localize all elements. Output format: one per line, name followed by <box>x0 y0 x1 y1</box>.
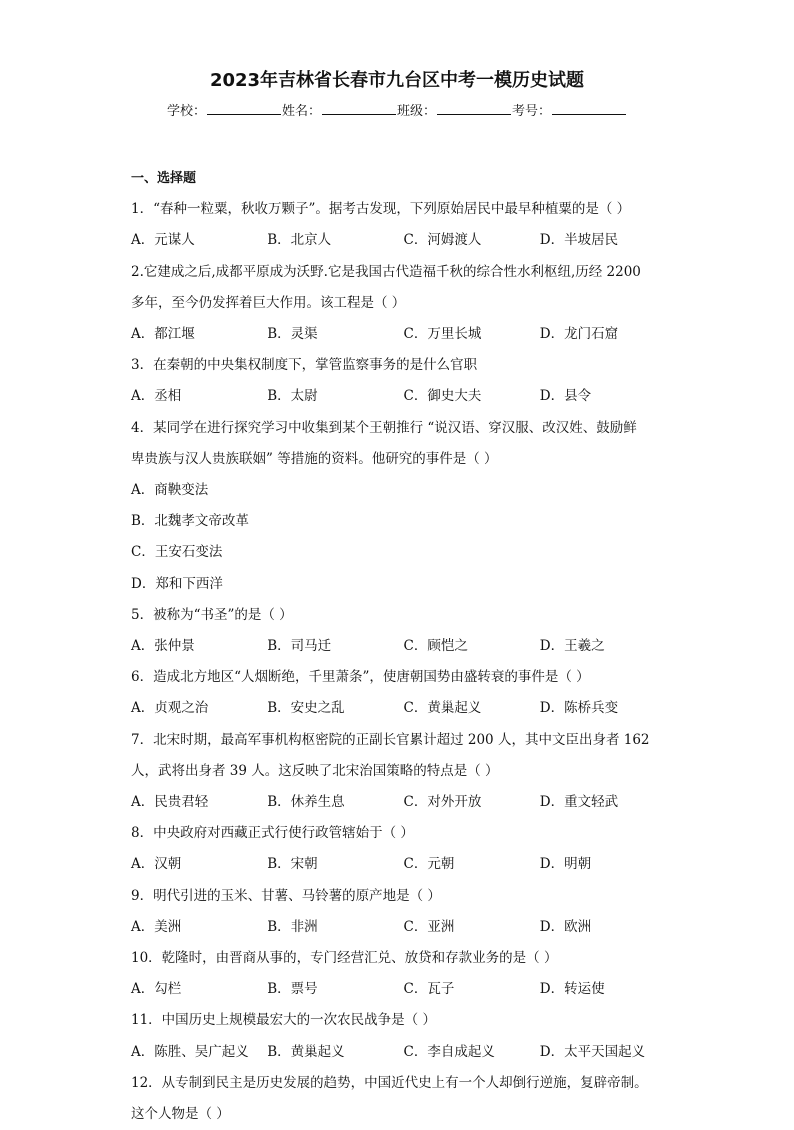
option: C．王安石变法 <box>131 544 223 561</box>
option: C．黄巢起义 <box>403 700 482 717</box>
option: B．黄巢起义 <box>267 1043 345 1060</box>
option: C．元朝 <box>403 856 455 873</box>
option: B．司马迁 <box>267 638 332 655</box>
option: B．安史之乱 <box>267 700 345 717</box>
question-stem: 6．造成北方地区“人烟断绝，千里萧条”，使唐朝国势由盛转衰的事件是（ ） <box>131 669 590 686</box>
option-row <box>131 912 676 943</box>
question-stem: 12．从专制到民主是历史发展的趋势，中国近代史上有一个人却倒行逆施，复辟帝制。 <box>131 1074 648 1091</box>
name-blank <box>322 100 396 115</box>
question-stem: 5．被称为“书圣”的是（ ） <box>131 606 293 623</box>
option: A．陈胜、吴广起义 <box>131 1043 249 1060</box>
section-heading: 一、选择题 <box>131 171 197 186</box>
option: C．瓦子 <box>403 981 455 998</box>
option: D．陈桥兵变 <box>539 700 619 717</box>
question-list <box>131 163 676 1130</box>
option: B．灵渠 <box>267 326 318 343</box>
option: B．非洲 <box>267 918 318 935</box>
option-row <box>131 849 676 880</box>
name-label: 姓名： <box>281 104 321 119</box>
question-stem: 多年，至今仍发挥着巨大作用。该工程是（ ） <box>131 294 406 311</box>
option: A．都江堰 <box>131 326 195 343</box>
option: C．顾恺之 <box>403 638 468 655</box>
option-row <box>131 974 676 1005</box>
class-label: 班级： <box>397 104 437 119</box>
option: B．北魏孝文帝改革 <box>131 513 249 530</box>
question-stem: 10．乾隆时，由晋商从事的，专门经营汇兑、放贷和存款业务的是（ ） <box>131 950 558 967</box>
option: A．张仲景 <box>131 638 195 655</box>
option: B．休养生息 <box>267 794 345 811</box>
question-stem: 7．北宋时期，最高军事机构枢密院的正副长官累计超过 200 人，其中文臣出身者 162 <box>131 731 650 748</box>
option-row <box>131 319 676 350</box>
option: A．美洲 <box>131 918 182 935</box>
option: A．汉朝 <box>131 856 182 873</box>
option: C．河姆渡人 <box>403 232 482 249</box>
question-stem: 人，武将出身者 39 人。这反映了北宋治国策略的特点是（ ） <box>131 762 499 779</box>
option-row <box>131 1037 676 1068</box>
option: A．丞相 <box>131 388 182 405</box>
number-label: 考号： <box>512 104 552 119</box>
option: C．李自成起义 <box>403 1043 495 1060</box>
option: D．欧洲 <box>539 918 592 935</box>
option-grid <box>131 475 676 600</box>
option: B．太尉 <box>267 388 318 405</box>
number-blank <box>552 100 626 115</box>
option: C．对外开放 <box>403 794 482 811</box>
question-stem: 3．在秦朝的中央集权制度下，掌管监察事务的是什么官职 <box>131 357 478 374</box>
question-stem: 8．中央政府对西藏正式行使行政管辖始于（ ） <box>131 825 414 842</box>
page-title: 2023年吉林省长春市九台区中考一模历史试题 <box>209 70 585 91</box>
question-stem: 1．“春种一粒粟，秋收万颗子”。据考古发现，下列原始居民中最早种植粟的是（ ） <box>131 201 631 218</box>
option-row <box>131 693 676 724</box>
option: A．贞观之治 <box>131 700 209 717</box>
option: C．御史大夫 <box>403 388 482 405</box>
option: D．重文轻武 <box>539 794 619 811</box>
option: C．亚洲 <box>403 918 455 935</box>
school-label: 学校： <box>166 104 206 119</box>
option-row <box>131 631 676 662</box>
option: D．转运使 <box>539 981 605 998</box>
option: D．明朝 <box>539 856 592 873</box>
school-blank <box>207 100 281 115</box>
option-row <box>131 381 676 412</box>
option: B．宋朝 <box>267 856 318 873</box>
student-info-line <box>0 100 794 123</box>
option: D．太平天国起义 <box>539 1043 646 1060</box>
option: A．元谋人 <box>131 232 195 249</box>
option: A．勾栏 <box>131 981 182 998</box>
option: D．半坡居民 <box>539 232 619 249</box>
option: D．龙门石窟 <box>539 326 619 343</box>
option: B．票号 <box>267 981 318 998</box>
question-stem: 4．某同学在进行探究学习中收集到某个王朝推行 “说汉语、穿汉服、改汉姓、鼓励鲜 <box>131 419 637 436</box>
option: D．县令 <box>539 388 592 405</box>
option-row <box>131 787 676 818</box>
question-stem: 卑贵族与汉人贵族联姻” 等措施的资料。他研究的事件是（ ） <box>131 450 498 467</box>
option: D．王羲之 <box>539 638 605 655</box>
option: A．商鞅变法 <box>131 482 209 499</box>
question-stem: 9．明代引进的玉米、甘薯、马铃薯的原产地是（ ） <box>131 887 441 904</box>
question-stem: 2.它建成之后,成都平原成为沃野.它是我国古代造福千秋的综合性水利枢纽,历经 2200 <box>131 263 641 280</box>
class-blank <box>437 100 511 115</box>
option: B．北京人 <box>267 232 332 249</box>
option: C．万里长城 <box>403 326 482 343</box>
option-row <box>131 225 676 256</box>
option: A．民贵君轻 <box>131 794 209 811</box>
option: D．郑和下西洋 <box>131 575 223 592</box>
question-stem: 11．中国历史上规模最宏大的一次农民战争是（ ） <box>131 1012 436 1029</box>
question-stem: 这个人物是（ ） <box>131 1106 230 1123</box>
